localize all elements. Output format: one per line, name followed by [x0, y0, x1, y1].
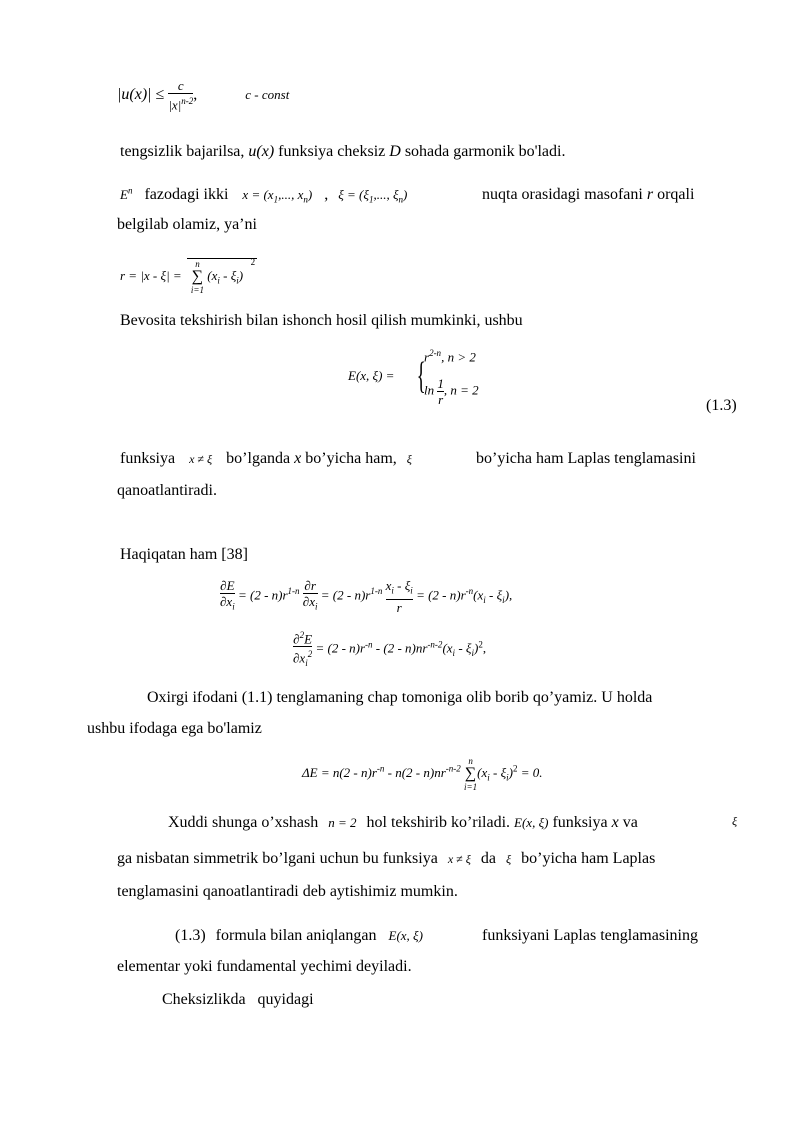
paragraph-6: Oxirgi ifodani (1.1) tenglamaning chap tomoniga olib borib qo’yamiz. U holda ushbu ifodaga ega bo'lamiz [87, 689, 653, 737]
formula-bound-lhs: |u(x)| ≤ [117, 85, 165, 103]
para2-line2: belgilab olamiz, ya’ni [117, 216, 257, 233]
paragraph-1 [120, 143, 565, 161]
para1-text-a: tengsizlik bajarilsa, [120, 143, 245, 160]
formula-bound-num: c [177, 78, 184, 93]
formula-r: r = |x - ξ| = n ∑ i=1 $(x_i - \xi_i)$ 2 [120, 257, 256, 295]
formula-bound [117, 78, 289, 112]
para2-En: E [120, 187, 128, 203]
paragraph-5: Haqiqatan ham [38] [120, 546, 248, 563]
formula-laplace: $\Delta E = n(2 - n)r^{-n} - n(2 - n)nr^{-n-2}$ n ∑ i=1 $(x_i - \xi_i)^2 = 0$. [302, 756, 543, 792]
formula-bound-den-exp: n-2 [181, 96, 194, 106]
formula-bound-den: |x| [168, 97, 182, 113]
para7-line3: tenglamasini qanoatlantiradi deb aytishimiz mumkin. [117, 883, 458, 900]
para2-text-b: nuqta orasidagi masofani [482, 186, 643, 203]
formula-derivative-1: $\frac{\partial E}{\partial x_i}$ = $(2 - n)r^{1-n}$ $\frac{\partial r}{\partial x_i}$ = $(2 - n)r^{1-n}$ $\frac{x_i - \xi_i}{r}$ = $(2 - n)r^{-n}(x_i - \xi_i)$, [220, 578, 513, 615]
formula-derivative-2: $\frac{\partial^2E}{\partial x_i^2}$ = $(2 - n)r^{-n} - (2 - n)nr^{-n-2}(x_i - \xi_i)^2$, [293, 628, 486, 671]
paragraph-8: (1.3) formula bilan aniqlangan E(x, ξ) funksiyani Laplas tenglamasining [175, 927, 698, 944]
para1-text-c: sohada garmonik bo'ladi. [404, 143, 566, 160]
formula-bound-comma: , [193, 85, 198, 103]
para2-text-a: fazodagi ikki [144, 186, 229, 204]
para2-xi-def: $\xi = (\xi_1$,..., $\xi_n$) [338, 187, 408, 205]
paragraph-7: Xuddi shunga o’xshash n = 2 hol tekshirib ko’riladi. E(x, ξ) funksiya x va ξ [168, 814, 738, 831]
paragraph-9: Cheksizlikda quyidagi [162, 991, 314, 1008]
paragraph-3: Bevosita tekshirish bilan ishonch hosil qilish mumkinki, ushbu [120, 312, 523, 329]
para1-ux: u(x) [248, 143, 275, 160]
document-page: |u(x)| ≤ $\frac{c}{|x|^{n-2}}$ , c - const tengsizlik bajarilsa, u(x) funksiya cheksiz D sohada garmonik bo'ladi. $E^n$ fazodagi ikki $x = (x_1$,..., $x_n$) , $\xi = (\xi_1$,..., $\xi_n$) nuqta orasidagi masofani r orqali belgilab olamiz, ya’ni r = |x - ξ| = n ∑ i=1 $(x_i - \xi_i)$ 2 Bevosita tekshirish bilan ishonch hosil qilish mumkinki, ushbu E(x, ξ) = { $r^{2-n}$, n > 2 ln $\frac{1}{r}$ , n = 2 (1.3) funksiya x ≠ ξ bo’lganda x bo’yicha ham, ξ bo’yicha ham Laplas tenglamasini qanoatlantiradi. Haqiqatan ham [38] $\frac{\partial E}{\partial x_i}$ = $(2 - n)r^{1-n}$ $\frac{\partial r}{\partial x_i}$ = $(2 - n)r^{1-n}$ $\frac{x_i - \xi_i}{r}$ = $(2 - n)r^{-n}(x_i - \xi_i)$, $\frac{\partial^2E}{\partial x_i^2}$ = $(2 - n)r^{-n} - (2 - n)nr^{-n-2}(x_i - \xi_i)^2$, Oxirgi ifodani (1.1) tenglamaning chap tomoniga olib borib qo’yamiz. U holda ushbu ifodaga ega bo'lamiz $\Delta E = n(2 - n)r^{-n} - n(2 - n)nr^{-n-2}$ n ∑ i=1 $(x_i - \xi_i)^2 = 0$. Xuddi shunga o’xshash n = 2 hol tekshirib ko’riladi. E(x, ξ) funksiya x va ξ ga nisbatan simmetrik bo’lgani uchun bu funksiya x ≠ ξ da ξ bo’yicha ham Laplas tenglamasini qanoatlantiradi deb aytishimiz mumkin. (1.3) formula bilan aniqlangan E(x, ξ) funksiyani Laplas tenglamasining elementar yoki fundamental yechimi deyiladi. Cheksizlikda quyidagi [0, 0, 800, 1131]
para4-line2: qanoatlantiradi. [117, 482, 217, 499]
para2-x-def: $x = (x_1$,..., $x_n$) [242, 187, 313, 205]
paragraph-2: $E^n$ fazodagi ikki $x = (x_1$,..., $x_n$) , $\xi = (\xi_1$,..., $\xi_n$) nuqta orasidagi masofani r orqali [120, 186, 695, 205]
equation-number-1-3: (1.3) [706, 397, 737, 414]
para7-line2: ga nisbatan simmetrik bo’lgani uchun bu funksiya x ≠ ξ da ξ bo’yicha ham Laplas [117, 850, 656, 867]
para8-line2: elementar yoki fundamental yechimi deyiladi. [117, 958, 412, 975]
formula-bound-cond: c - const [245, 86, 290, 102]
para1-text-b: funksiya cheksiz [278, 143, 386, 160]
para1-D: D [389, 143, 401, 160]
paragraph-4: funksiya x ≠ ξ bo’lganda x bo’yicha ham, ξ bo’yicha ham Laplas tenglamasini [120, 450, 696, 467]
